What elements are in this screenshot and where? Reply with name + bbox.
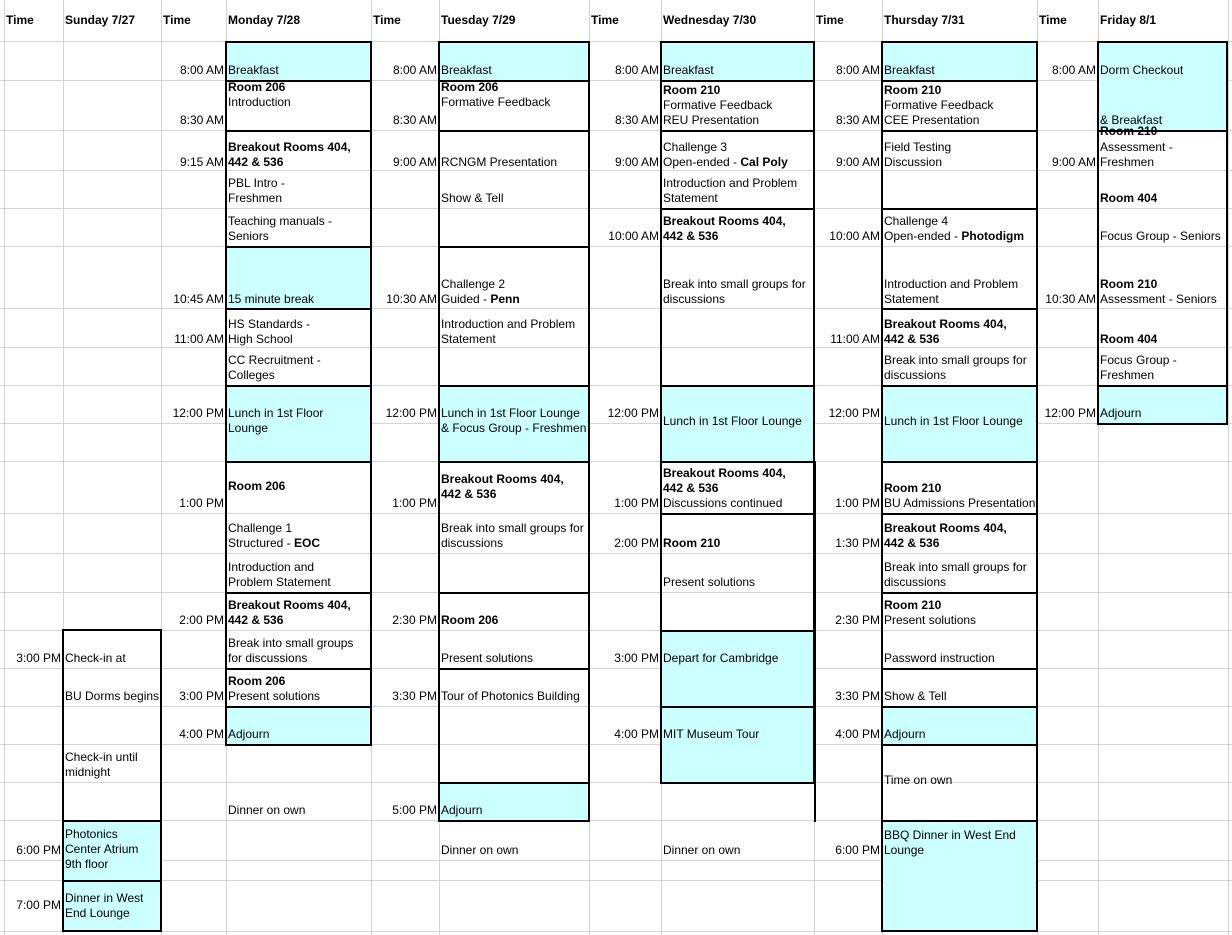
thursday-event: BBQ Dinner in West End Lounge <box>884 828 1016 857</box>
thursday-event: Present solutions <box>884 613 977 627</box>
wednesday-event: Dinner on own <box>663 843 741 857</box>
wednesday-time: 3:00 PM <box>614 651 659 665</box>
monday-time: 2:00 PM <box>179 613 224 627</box>
header-time-6: Time <box>1039 13 1067 27</box>
friday-event: Focus Group - Freshmen <box>1100 353 1177 382</box>
monday-event: Challenge 1 <box>228 521 293 535</box>
tuesday-event: Guided - Penn <box>441 292 520 306</box>
wednesday-present-box <box>660 513 815 632</box>
monday-room: Breakout Rooms 404, 442 & 536 <box>228 598 351 627</box>
wednesday-room: Breakout Rooms 404, 442 & 536 <box>663 466 786 495</box>
thursday-room: Breakout Rooms 404, 442 & 536 <box>884 521 1007 550</box>
monday-event: Introduction <box>228 95 291 109</box>
thursday-event: Time on own <box>884 773 953 787</box>
tuesday-event: Tour of Photonics Building <box>441 689 580 703</box>
tuesday-event: Adjourn <box>441 803 483 817</box>
wednesday-time: 2:00 PM <box>614 536 659 550</box>
thursday-event: Field Testing Discussion <box>884 140 952 169</box>
header-thursday: Thursday 7/31 <box>884 13 965 27</box>
tuesday-room: Breakout Rooms 404, 442 & 536 <box>441 472 564 501</box>
monday-time: 8:00 AM <box>179 63 224 77</box>
tuesday-tour-box <box>438 668 590 784</box>
monday-event: Break into small groups for discussions <box>228 636 354 665</box>
tuesday-room: Room 206 <box>441 80 499 94</box>
tuesday-time: 12:00 PM <box>385 406 437 420</box>
friday-room: Room 404 <box>1100 332 1158 346</box>
thursday-event: Break into small groups for discussions <box>884 560 1027 589</box>
tuesday-event: Dinner on own <box>441 843 519 857</box>
friday-time: 9:00 AM <box>1051 155 1096 169</box>
monday-time: 8:30 AM <box>179 113 224 127</box>
thursday-event: Introduction and Problem Statement <box>884 277 1019 306</box>
thursday-room: Room 210 <box>884 598 942 612</box>
friday-event: Focus Group - Seniors <box>1100 229 1221 243</box>
wednesday-room: Room 210 <box>663 536 721 550</box>
tuesday-time: 9:00 AM <box>392 155 437 169</box>
tuesday-event: RCNGM Presentation <box>441 155 558 169</box>
thursday-event: Show & Tell <box>884 689 947 703</box>
wednesday-event: Open-ended - Cal Poly <box>663 155 788 169</box>
friday-room: Room 210 <box>1100 126 1158 138</box>
friday-event: & Breakfast <box>1100 113 1163 127</box>
tuesday-event: Show & Tell <box>441 191 504 205</box>
thursday-time: 9:00 AM <box>835 155 880 169</box>
thursday-time: 2:30 PM <box>835 613 880 627</box>
tuesday-event: Formative Feedback <box>441 95 551 109</box>
header-time-4: Time <box>591 13 619 27</box>
monday-event: Lunch in 1st Floor Lounge <box>228 406 324 435</box>
sunday-time: 7:00 PM <box>16 898 61 912</box>
friday-event: Dorm Checkout <box>1100 63 1184 77</box>
tuesday-event: Introduction and Problem Statement <box>441 317 576 346</box>
wednesday-event: Introduction and Problem Statement <box>663 176 798 205</box>
tuesday-time: 2:30 PM <box>392 613 437 627</box>
thursday-time: 11:00 AM <box>830 332 880 346</box>
monday-event: Adjourn <box>228 727 270 741</box>
wednesday-time: 12:00 PM <box>607 406 659 420</box>
thursday-event: Adjourn <box>884 727 926 741</box>
sunday-event: BU Dorms begins <box>65 689 160 703</box>
tuesday-time: 10:30 AM <box>386 292 437 306</box>
thursday-time: 8:00 AM <box>835 63 880 77</box>
wednesday-time: 8:30 AM <box>614 113 659 127</box>
thursday-time: 4:00 PM <box>835 727 880 741</box>
friday-time: 10:30 AM <box>1045 292 1096 306</box>
tuesday-time: 8:00 AM <box>392 63 437 77</box>
monday-room: Room 206 <box>228 674 286 688</box>
tuesday-time: 1:00 PM <box>392 496 437 510</box>
thursday-event: BU Admissions Presentation <box>884 496 1036 510</box>
friday-time: 8:00 AM <box>1051 63 1096 77</box>
thursday-time: 12:00 PM <box>828 406 880 420</box>
wednesday-event: Challenge 3 <box>663 140 728 154</box>
header-wednesday: Wednesday 7/30 <box>663 13 757 27</box>
wednesday-event: Present solutions <box>663 575 756 589</box>
friday-event: Assessment - Seniors <box>1100 292 1217 306</box>
wednesday-time: 8:00 AM <box>614 63 659 77</box>
sunday-event: Photonics Center Atrium 9th floor <box>65 827 139 871</box>
monday-time: 9:15 AM <box>179 155 224 169</box>
header-monday: Monday 7/28 <box>228 13 301 27</box>
monday-time: 10:45 AM <box>173 292 224 306</box>
friday-room: Room 210 <box>1100 277 1158 291</box>
sunday-event: Dinner in West End Lounge <box>65 891 144 920</box>
wednesday-event: Formative Feedback REU Presentation <box>663 98 773 127</box>
tuesday-event: Break into small groups for discussions <box>441 521 584 550</box>
thursday-room: Room 210 <box>884 83 942 97</box>
tuesday-event: Lunch in 1st Floor Lounge & Focus Group - Freshmen <box>441 406 587 435</box>
header-time-3: Time <box>373 13 401 27</box>
wednesday-event: MIT Museum Tour <box>663 727 760 741</box>
wednesday-event: Break into small groups for discussions <box>663 277 806 306</box>
header-time-1: Time <box>6 13 34 27</box>
header-time-5: Time <box>816 13 844 27</box>
tuesday-rcngm-box <box>438 130 590 248</box>
tuesday-event: Present solutions <box>441 651 534 665</box>
monday-event: CC Recruitment - Colleges <box>228 353 321 382</box>
sunday-event: Check-in at <box>65 651 126 665</box>
tuesday-time: 5:00 PM <box>392 803 437 817</box>
wednesday-time: 4:00 PM <box>614 727 659 741</box>
wednesday-depart-box <box>660 630 815 708</box>
thursday-time: 10:00 AM <box>829 229 880 243</box>
monday-time: 4:00 PM <box>179 727 224 741</box>
wednesday-event: Lunch in 1st Floor Lounge <box>663 414 802 428</box>
thursday-time: 6:00 PM <box>835 843 880 857</box>
wednesday-event: Breakfast <box>663 63 714 77</box>
monday-room: Room 206 <box>228 479 286 493</box>
monday-event: Breakfast <box>228 63 279 77</box>
wednesday-time: 1:00 PM <box>614 496 659 510</box>
sunday-time: 3:00 PM <box>16 651 61 665</box>
monday-event: Teaching manuals - Seniors <box>228 214 333 243</box>
thursday-event: Break into small groups for discussions <box>884 353 1027 382</box>
header-time-2: Time <box>163 13 191 27</box>
wednesday-room: Room 210 <box>663 83 721 97</box>
friday-event: Adjourn <box>1100 406 1142 420</box>
wednesday-museum-box <box>660 706 815 784</box>
tuesday-time: 8:30 AM <box>392 113 437 127</box>
monday-event: Dinner on own <box>228 803 306 817</box>
monday-event: HS Standards - High School <box>228 317 311 346</box>
friday-room: Room 404 <box>1100 191 1158 205</box>
sunday-event: Check-in until midnight <box>65 750 138 779</box>
thursday-room: Room 210 <box>884 481 942 495</box>
friday-event: Assessment - Freshmen <box>1100 140 1173 169</box>
sunday-time: 6:00 PM <box>16 843 61 857</box>
monday-time: 3:00 PM <box>179 689 224 703</box>
thursday-time: 1:00 PM <box>835 496 880 510</box>
tuesday-room: Room 206 <box>441 613 499 627</box>
monday-time: 1:00 PM <box>179 496 224 510</box>
tuesday-event: Challenge 2 <box>441 277 506 291</box>
monday-event: Introduction and Problem Statement <box>228 560 331 589</box>
thursday-event: Breakfast <box>884 63 935 77</box>
monday-time: 11:00 AM <box>174 332 224 346</box>
wednesday-room: Breakout Rooms 404, 442 & 536 <box>663 214 786 243</box>
thursday-event: Formative Feedback CEE Presentation <box>884 98 994 127</box>
tuesday-event: Breakfast <box>441 63 492 77</box>
thursday-time: 8:30 AM <box>835 113 880 127</box>
thursday-time-rule <box>814 461 1038 822</box>
monday-room: Breakout Rooms 404, 442 & 536 <box>228 140 351 169</box>
friday-time: 12:00 PM <box>1044 406 1096 420</box>
monday-event: 15 minute break <box>228 292 315 306</box>
thursday-room: Breakout Rooms 404, 442 & 536 <box>884 317 1007 346</box>
thursday-event: Password instruction <box>884 651 995 665</box>
header-sunday: Sunday 7/27 <box>65 13 136 27</box>
wednesday-time: 10:00 AM <box>608 229 659 243</box>
thursday-event: Open-ended - Photodigm <box>884 229 1025 243</box>
monday-event: PBL Intro - Freshmen <box>228 176 285 205</box>
wednesday-event: Discussions continued <box>663 496 783 510</box>
wednesday-event: Depart for Cambridge <box>663 651 779 665</box>
monday-event: Present solutions <box>228 689 321 703</box>
monday-room: Room 206 <box>228 80 286 94</box>
monday-time: 12:00 PM <box>172 406 224 420</box>
thursday-event: Lunch in 1st Floor Lounge <box>884 414 1023 428</box>
thursday-time: 3:30 PM <box>835 689 880 703</box>
tuesday-time: 3:30 PM <box>392 689 437 703</box>
monday-event: Structured - EOC <box>228 536 321 550</box>
header-tuesday: Tuesday 7/29 <box>441 13 516 27</box>
thursday-event: Challenge 4 <box>884 214 949 228</box>
thursday-time: 1:30 PM <box>835 536 880 550</box>
header-friday: Friday 8/1 <box>1100 13 1157 27</box>
wednesday-time: 9:00 AM <box>614 155 659 169</box>
